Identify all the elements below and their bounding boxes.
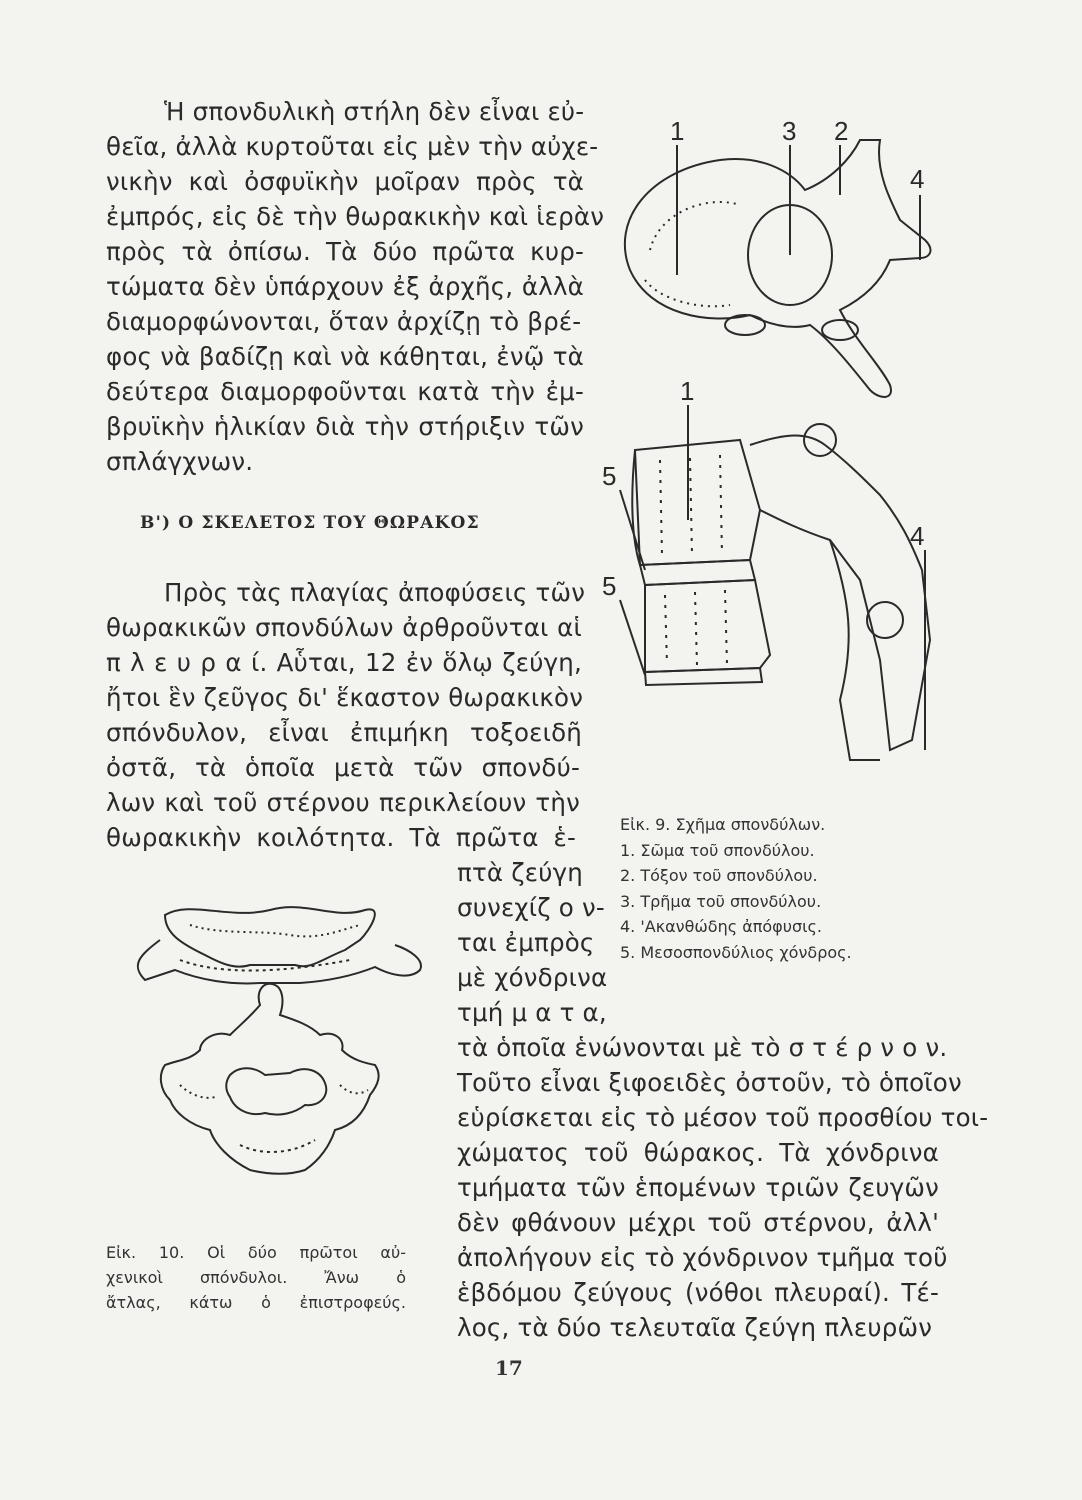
text-line: ἤτοι ἓν ζεῦγος δι' ἕκαστον θωρακικὸν — [106, 683, 584, 712]
text-line: πτὰ ζεύγη — [457, 858, 584, 887]
text-line: λος, τὰ δύο τελευταῖα ζεύγη πλευρῶν — [457, 1313, 933, 1342]
label-4: 4 — [910, 164, 925, 194]
label-1: 1 — [680, 376, 695, 406]
caption-item: 1. Σῶμα τοῦ σπονδύλου. — [620, 840, 815, 860]
text-line: π λ ε υ ρ α ί. Αὗται, 12 ἐν ὅλῳ ζεύγη, — [106, 648, 582, 677]
text-line: μὲ χόνδρινα — [457, 963, 608, 992]
text-line: ἐμπρός, εἰς δὲ τὴν θωρακικὴν καὶ ἱερὰν — [106, 202, 605, 231]
text-line: σπόνδυλον, εἶναι ἐπιμήκη τοξοειδῆ — [106, 718, 582, 747]
text-line: θωρακικῶν σπονδύλων ἀρθροῦνται αἱ — [106, 613, 582, 642]
articular-process — [804, 424, 836, 456]
text-line: λων καὶ τοῦ στέρνου περικλείουν τὴν — [106, 788, 580, 817]
page-number: 17 — [495, 1356, 523, 1380]
text-line: Ἡ σπονδυλικὴ στήλη δὲν εἶναι εὐ- — [164, 97, 585, 126]
caption-line: χενικοὶ σπόνδυλοι. Ἄνω ὁ — [106, 1268, 406, 1287]
caption-line: Εἰκ. 10. Οἱ δύο πρῶτοι αὐ- — [106, 1243, 406, 1262]
vertebral-body-upper — [635, 440, 760, 565]
text-line: θωρακικὴν κοιλότητα. Τὰ πρῶτα ἑ- — [106, 823, 576, 852]
text-line: νικὴν καὶ ὀσφυϊκὴν μοῖραν πρὸς τὰ — [106, 167, 584, 196]
text-line: Πρὸς τὰς πλαγίας ἀποφύσεις τῶν — [164, 578, 586, 607]
label-5: 5 — [602, 461, 617, 491]
caption-item: 3. Τρῆμα τοῦ σπονδύλου. — [620, 891, 822, 911]
text-line: εὑρίσκεται εἰς τὸ μέσον τοῦ προσθίου τοι- — [457, 1103, 989, 1132]
text-line: τμή μ α τ α, — [457, 998, 607, 1027]
text-line: ὀστᾶ, τὰ ὁποῖα μετὰ τῶν σπονδύ- — [106, 753, 580, 782]
text-line: ἀπολήγουν εἰς τὸ χόνδρινον τμῆμα τοῦ — [457, 1243, 948, 1272]
text-line: πρὸς τὰ ὀπίσω. Τὰ δύο πρῶτα κυρ- — [106, 237, 584, 266]
figure-9-caption — [620, 812, 852, 965]
text-line: χώματος τοῦ θώρακος. Τὰ χόνδρινα — [457, 1138, 939, 1167]
label-4: 4 — [910, 521, 925, 551]
text-line: τμήματα τῶν ἑπομένων τριῶν ζευγῶν — [457, 1173, 939, 1202]
facet — [725, 315, 765, 335]
text-line: διαμορφώνονται, ὅταν ἀρχίζῃ τὸ βρέ- — [106, 307, 582, 336]
caption-item: 2. Τόξον τοῦ σπονδύλου. — [620, 866, 818, 885]
text-line: δὲν φθάνουν μέχρι τοῦ στέρνου, ἀλλ' — [457, 1208, 939, 1237]
caption-item: 5. Μεσοσπονδύλιος χόνδρος. — [620, 942, 852, 962]
label-5: 5 — [602, 571, 617, 601]
label-3: 3 — [782, 116, 797, 146]
intervertebral-disc — [645, 668, 762, 685]
text-line: τὰ ὁποῖα ἑνώνονται μὲ τὸ σ τ έ ρ ν ο ν. — [457, 1033, 948, 1062]
figure-10-caption — [106, 1240, 406, 1315]
section-heading: Β') Ο ΣΚΕΛΕΤΟΣ ΤΟΥ ΘΩΡΑΚΟΣ — [140, 513, 480, 533]
text-line: συνεχίζ ο ν- — [457, 893, 605, 922]
text-line: φος νὰ βαδίζῃ καὶ νὰ κάθηται, ἐνῷ τὰ — [106, 342, 584, 371]
vertebra-figure — [590, 100, 990, 790]
text-line: σπλάγχνων. — [106, 447, 254, 476]
vertebral-body-lower — [645, 580, 770, 672]
articular-process — [867, 602, 903, 638]
label-1: 1 — [670, 116, 685, 146]
text-line: ἑβδόμου ζεύγους (νόθοι πλευραί). Τέ- — [457, 1278, 939, 1307]
text-line: βρυϊκὴν ἡλικίαν διὰ τὴν στήριξιν τῶν — [106, 412, 584, 441]
atlas-axis-figure — [120, 885, 440, 1230]
text-line: Τοῦτο εἶναι ξιφοειδὲς ὀστοῦν, τὸ ὁποῖον — [457, 1068, 962, 1097]
text-line: τώματα δὲν ὑπάρχουν ἐξ ἀρχῆς, ἀλλὰ — [106, 272, 584, 301]
axis-outline — [161, 984, 379, 1174]
atlas-outline — [165, 907, 375, 967]
axis-foramen — [226, 1068, 326, 1114]
caption-title: Εἰκ. 9. Σχῆμα σπονδύλων. — [620, 815, 826, 834]
label-2: 2 — [834, 116, 849, 146]
text-line: δεύτερα διαμορφοῦνται κατὰ τὴν ἐμ- — [106, 377, 584, 406]
text-line: ται ἐμπρὸς — [457, 928, 595, 957]
text-line: θεῖα, ἀλλὰ κυρτοῦται εἰς μὲν τὴν αὐχε- — [106, 132, 599, 161]
caption-item: 4. 'Ακανθώδης ἀπόφυσις. — [620, 917, 823, 936]
caption-line: ἄτλας, κάτω ὁ ἐπιστροφεύς. — [106, 1293, 406, 1312]
